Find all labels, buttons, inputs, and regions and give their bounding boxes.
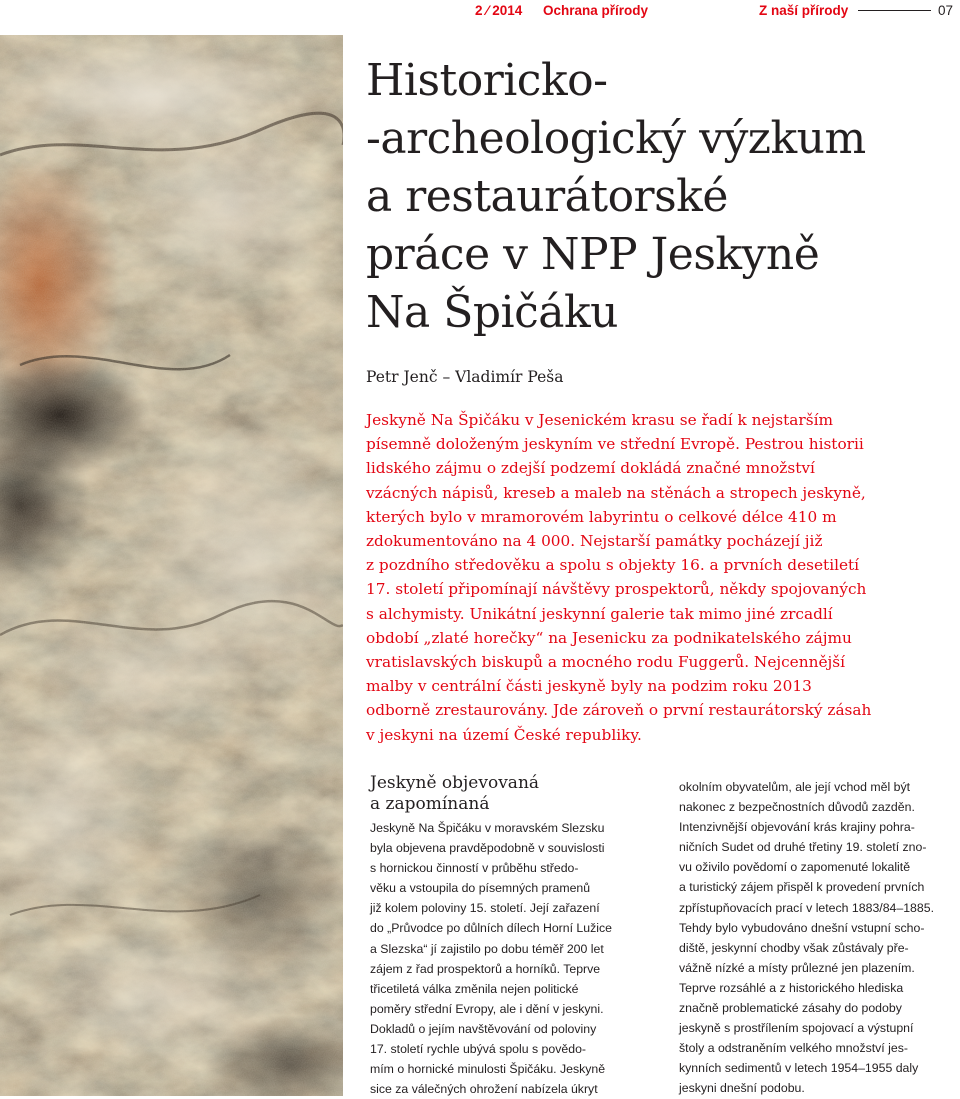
lead-line: malby v centrální části jeskyně byly na podzim roku 2013: [366, 677, 812, 696]
body-line: vážně nízké a místy průlezné jen plazením.: [679, 960, 915, 975]
lead-line: 17. století připomínají návštěvy prospektorů, někdy spojovaných: [366, 580, 867, 599]
body-line: mím o hornické minulosti Špičáku. Jeskyně: [370, 1062, 606, 1077]
body-line: diště, jeskynní chodby však zůstávaly pře-: [679, 940, 909, 955]
page-number: 07: [938, 3, 954, 18]
body-line: 17. století rychle ubývá spolu s povědo-: [370, 1042, 587, 1057]
body-line: a turistický zájem přispěl k provedení prvních: [679, 880, 925, 895]
body-line: a Slezska“ jí zajistilo po dobu téměř 200 let: [370, 941, 604, 956]
body-line: Intenzivnější objevování krás krajiny pohra-: [679, 820, 915, 835]
lead-line: zdokumentováno na 4 000. Nejstarší památky pocházejí již: [366, 532, 823, 551]
body-line: jeskyně s prostřílením spojovací a výstupní: [679, 1021, 914, 1036]
title-line: Na Špičáku: [366, 287, 618, 338]
lead-line: lidského zájmu o zdejší podzemí dokládá značné množství: [366, 459, 815, 478]
title-line: Historicko-: [366, 55, 608, 106]
lead-line: z pozdního středověku a spolu s objekty 16. a prvních desetiletí: [366, 556, 860, 575]
title-line: a restaurátorské: [366, 171, 728, 222]
lead-line: vzácných nápisů, kreseb a maleb na stěnách a stropech jeskyně,: [366, 483, 866, 502]
magazine-name: Ochrana přírody: [543, 3, 649, 18]
body-line: Jeskyně Na Špičáku v moravském Slezsku: [370, 821, 605, 835]
body-line: zájem z řad prospektorů a horníků. Teprve: [370, 961, 601, 976]
body-column-1: [370, 818, 612, 1099]
body-line: Tehdy bylo vybudováno dnešní vstupní scho-: [679, 920, 925, 935]
body-line: Dokladů o jejím navštěvování od poloviny: [370, 1021, 597, 1036]
cave-wall-photo: [0, 35, 343, 1096]
body-line: kynních sedimentů v letech 1954–1955 daly: [679, 1061, 919, 1076]
body-line: věku a vstoupila do písemných pramenů: [370, 881, 591, 896]
body-line: poměry střední Evropy, ale i dění v jeskyni.: [370, 1001, 604, 1016]
body-line: byla objevena pravděpodobně v souvislosti: [370, 841, 605, 856]
body-line: Teprve rozsáhlé a z historického hlediska: [679, 980, 904, 995]
lead-line: s alchymisty. Unikátní jeskynní galerie tak mimo jiné zrcadlí: [366, 604, 833, 623]
lead-line: vratislavských biskupů a mocného rodu Fuggerů. Nejcennější: [366, 653, 845, 672]
lead-paragraph: [366, 408, 956, 747]
body-line: jeskyni dnešní podobu.: [679, 1081, 805, 1096]
body-line: nakonec z bezpečnostních důvodů zazděn.: [679, 800, 915, 815]
lead-line: odborně zrestaurovány. Jde zároveň o první restaurátorský zásah: [366, 701, 872, 720]
subheading-line: Jeskyně objevovaná: [370, 773, 540, 793]
body-line: sice za válečných ohrožení nabízela úkryt: [370, 1082, 598, 1097]
authors: Petr Jenč – Vladimír Peša: [366, 368, 564, 386]
body-line: s hornickou činností v průběhu středo-: [370, 861, 579, 876]
title-line: -archeologický výzkum: [366, 113, 866, 164]
running-header: [0, 0, 960, 26]
section-name: Z naší přírody: [759, 3, 849, 18]
lead-line: písemně doloženým jeskyním ve střední Evropě. Pestrou historii: [366, 435, 864, 454]
body-line: vu oživilo povědomí o zapomenuté lokalitě: [679, 860, 911, 875]
title-line: práce v NPP Jeskyně: [366, 229, 820, 280]
body-line: ničních Sudet od druhé třetiny 19. století zno-: [679, 840, 927, 855]
body-line: štoly a odstraněním velkého množství jes-: [679, 1041, 908, 1056]
lead-line: kterých bylo v mramorovém labyrintu o celkové délce 410 m: [366, 507, 837, 526]
body-line: třicetiletá válka změnila nejen politické: [370, 981, 579, 996]
body-line: do „Průvodce po důlních dílech Horní Lužice: [370, 921, 612, 936]
section-subheading: [370, 773, 539, 815]
lead-line: období „zlaté horečky“ na Jesenicku za podnikatelského zájmu: [366, 628, 852, 647]
article-title: [366, 52, 956, 342]
body-line: již kolem poloviny 15. století. Její zařazení: [370, 901, 600, 916]
body-line: zpřístupňovacích prací v letech 1883/84–1885.: [679, 900, 934, 915]
lead-line: v jeskyni na území České republiky.: [366, 725, 642, 744]
issue-number: 2 ⁄ 2014: [475, 3, 523, 18]
body-line: okolním obyvatelům, ale její vchod měl být: [679, 780, 911, 794]
subheading-line: a zapomínaná: [370, 794, 490, 814]
body-column-2: [679, 777, 934, 1099]
header-rule: [858, 10, 931, 11]
lead-line: Jeskyně Na Špičáku v Jesenickém krasu se řadí k nejstarším: [366, 411, 833, 429]
body-line: značně problematické zásahy do podoby: [679, 1001, 902, 1016]
